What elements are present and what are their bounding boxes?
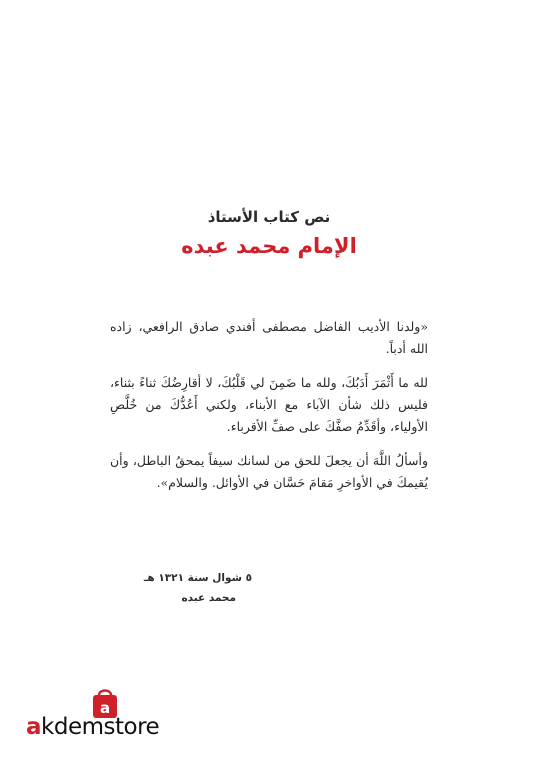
bag-letter: a (99, 699, 111, 717)
logo-a: a (26, 714, 42, 740)
heading-subtitle: نص كتاب الأستاذ (207, 208, 331, 226)
paragraph-3: وأسألُ اللَّهَ أن يجعلَ للحق من لسانك سيفاً يمحقُ الباطل، وأن يُقيمكَ في الأواخرِ مَقامَ حَسَّان في الأوائل. والسلام». (110, 453, 428, 490)
signature-block (112, 568, 252, 608)
letter-body (110, 316, 428, 506)
logo-rest: kdemstore (41, 714, 160, 740)
signature-name: محمد عبده (181, 592, 236, 604)
signature-date: ٥ شوال سنة ١٣٢١ هـ (143, 572, 252, 584)
paragraph-1: «ولدنا الأديب الفاضل مصطفى أفندي صادق الرافعي، زاده الله أدباً. (110, 319, 428, 356)
heading-title: الإمام محمد عبده (181, 234, 357, 258)
logo-wordmark (26, 714, 159, 740)
letter-heading (0, 206, 538, 262)
akdemstore-logo (18, 684, 178, 744)
paragraph-2: لله ما أَثْمَرَ أَدَبُكَ، ولله ما ضَمِنَ لي قَلْبُكَ، لا أقارِضُكَ ثناءً بثناء، فليس ذلك شأن الآباء مع الأبناء، ولكني أَعُدُّكَ من خُلَّصِ الأولياء، وأقَدِّمُ صفَّكَ على صفِّ الأقرباء. (110, 375, 428, 434)
